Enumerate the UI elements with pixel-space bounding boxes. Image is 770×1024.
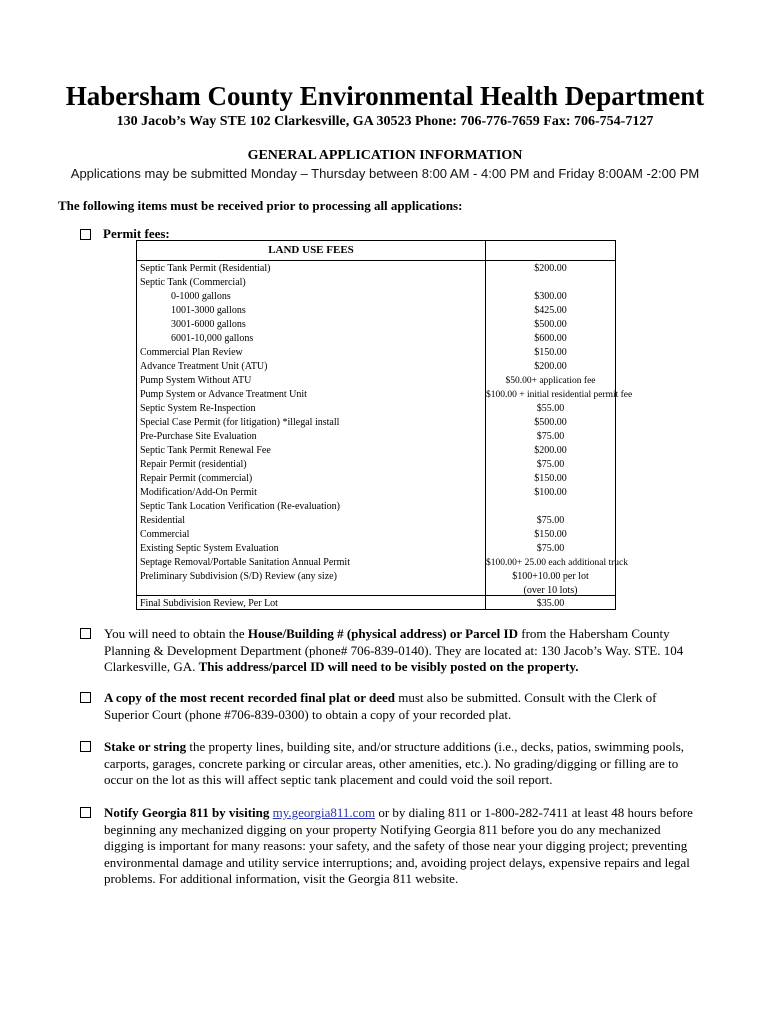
fee-item-label: Existing Septic System Evaluation bbox=[140, 543, 279, 554]
fee-table-row bbox=[137, 346, 615, 360]
permit-fees-label: Permit fees: bbox=[103, 226, 170, 241]
fee-item-amount: $150.00 bbox=[534, 473, 567, 484]
fee-item-label: Septic Tank Permit Renewal Fee bbox=[140, 445, 271, 456]
fee-table-row bbox=[137, 542, 615, 556]
fee-item-amount: $100.00 bbox=[534, 487, 567, 498]
address-requirement-item bbox=[80, 626, 700, 676]
fee-item-amount: $55.00 bbox=[536, 403, 565, 414]
fee-item-amount: $200.00 bbox=[534, 445, 567, 456]
fee-item-amount: $500.00 bbox=[534, 319, 567, 330]
fee-table-row bbox=[137, 332, 615, 346]
fee-item-label: Pump System Without ATU bbox=[140, 375, 252, 386]
fee-table-row bbox=[137, 276, 615, 290]
fee-item-amount: $75.00 bbox=[536, 515, 565, 526]
fee-item-label: Repair Permit (commercial) bbox=[140, 473, 253, 484]
fee-item-amount: $100.00 + initial residential permit fee bbox=[486, 390, 633, 400]
fee-item-label: Advance Treatment Unit (ATU) bbox=[140, 361, 268, 372]
fee-item-label: Final Subdivision Review, Per Lot bbox=[140, 598, 278, 609]
fee-item-label: Preliminary Subdivision (S/D) Review (any size) bbox=[140, 571, 337, 582]
fee-item-label: 0-1000 gallons bbox=[171, 291, 231, 302]
fee-item-label: Septic System Re-Inspection bbox=[140, 403, 256, 414]
land-use-fees-table bbox=[136, 240, 633, 610]
submission-hours: Applications may be submitted Monday – Thursday between 8:00 AM - 4:00 PM and Friday 8:00AM -2:00 PM bbox=[70, 166, 700, 181]
fee-table-row bbox=[137, 430, 615, 444]
georgia811-requirement-text: Notify Georgia 811 by visiting my.georgia811.com or by dialing 811 or 1-800-282-7411 at least 48 hours before beginning any mechanized digging on your property Notifying Georgia 811 before you do any mechanized digging is important for many reasons: your safety, and the safety of those near your digging project; preventing environmental damage and utility service interruptions; and, avoiding project delays, expensive repairs and legal problems. For additional information, visit the Georgia 811 website. bbox=[104, 805, 693, 886]
address-requirement-text: You will need to obtain the House/Building # (physical address) or Parcel ID from the Habersham County Planning & Development Department (phone# 706-839-0140). They are located at: 130 Jacob’s Way. STE. 104 Clarkesville, GA. This address/parcel ID will need to be visibly posted on the property. bbox=[104, 626, 684, 674]
page-title: Habersham County Environmental Health Department bbox=[65, 81, 705, 111]
stake-requirement-item bbox=[80, 739, 700, 789]
fee-table-row bbox=[137, 556, 629, 570]
georgia811-requirement-item bbox=[80, 805, 700, 888]
table-header-divider bbox=[137, 260, 615, 261]
fee-item-amount: (over 10 lots) bbox=[523, 585, 578, 596]
stake-requirement-text: Stake or string the property lines, building site, and/or structure additions (i.e., decks, patios, swimming pools, carports, garages, concrete parking or circular areas, other amenities, etc.). No grading/digging or filling are to occur on the lot as this will affect septic tank placement and could void the soil report. bbox=[104, 739, 685, 787]
fee-table-row bbox=[137, 528, 615, 542]
fee-table-row bbox=[137, 584, 615, 598]
fee-table-row bbox=[137, 458, 615, 472]
fee-item-amount: $75.00 bbox=[536, 543, 565, 554]
fee-item-amount: $200.00 bbox=[534, 263, 567, 274]
fee-table-row bbox=[137, 374, 615, 388]
plat-requirement-text: A copy of the most recent recorded final plat or deed must also be submitted. Consult with the Clerk of Superior Court (phone #706-839-0300) to obtain a copy of your recorded plat. bbox=[104, 690, 657, 722]
fee-item-label: Septic Tank (Commercial) bbox=[140, 277, 246, 288]
fee-table-row bbox=[137, 290, 615, 304]
fee-item-label: Commercial bbox=[140, 529, 190, 540]
fee-item-label: 6001-10,000 gallons bbox=[171, 333, 254, 344]
fee-item-amount: $425.00 bbox=[534, 305, 567, 316]
fee-item-label: Septage Removal/Portable Sanitation Annual Permit bbox=[140, 557, 350, 568]
table-header: LAND USE FEES bbox=[268, 244, 354, 256]
fee-item-amount: $150.00 bbox=[534, 347, 567, 358]
fee-item-amount: $300.00 bbox=[534, 291, 567, 302]
fee-table-row bbox=[137, 472, 615, 486]
fee-item-amount: $500.00 bbox=[534, 417, 567, 428]
stake-checkbox[interactable] bbox=[80, 741, 91, 752]
georgia811-checkbox[interactable] bbox=[80, 807, 91, 818]
fee-item-amount: $100+10.00 per lot bbox=[512, 571, 589, 582]
georgia811-link[interactable]: my.georgia811.com bbox=[272, 805, 376, 820]
fee-table-row bbox=[137, 444, 615, 458]
fee-table-row bbox=[137, 514, 615, 528]
fee-item-label: Commercial Plan Review bbox=[140, 347, 243, 358]
fee-table-row bbox=[137, 416, 615, 430]
fee-item-label: Septic Tank Location Verification (Re-evaluation) bbox=[140, 501, 340, 512]
fee-table-row bbox=[137, 500, 615, 514]
fee-item-amount: $200.00 bbox=[534, 361, 567, 372]
permit-fees-checkbox[interactable] bbox=[80, 229, 91, 240]
fee-item-label: Repair Permit (residential) bbox=[140, 459, 247, 470]
plat-checkbox[interactable] bbox=[80, 692, 91, 703]
fee-item-label: 1001-3000 gallons bbox=[171, 305, 246, 316]
fee-table-row bbox=[137, 304, 615, 318]
fee-item-label: Septic Tank Permit (Residential) bbox=[140, 263, 271, 274]
fee-table-row bbox=[137, 262, 615, 276]
fee-table-row bbox=[137, 402, 615, 416]
department-address: 130 Jacob’s Way STE 102 Clarkesville, GA 30523 Phone: 706-776-7659 Fax: 706-754-7127 bbox=[116, 114, 654, 129]
fee-table-row bbox=[137, 597, 615, 611]
fee-item-amount: $50.00+ application fee bbox=[505, 376, 596, 386]
fee-table-row bbox=[137, 318, 615, 332]
fee-item-amount: $600.00 bbox=[534, 333, 567, 344]
fee-item-label: 3001-6000 gallons bbox=[171, 319, 246, 330]
required-items-heading: The following items must be received prior to processing all applications: bbox=[58, 198, 463, 213]
general-info-heading: GENERAL APPLICATION INFORMATION bbox=[247, 148, 523, 163]
fee-table-row bbox=[137, 360, 615, 374]
fee-item-amount: $150.00 bbox=[534, 529, 567, 540]
fee-table-row bbox=[137, 570, 615, 584]
plat-requirement-item bbox=[80, 690, 700, 723]
fee-item-label: Pre-Purchase Site Evaluation bbox=[140, 431, 257, 442]
fee-item-label: Residential bbox=[140, 515, 185, 526]
fee-item-label: Modification/Add-On Permit bbox=[140, 487, 257, 498]
address-checkbox[interactable] bbox=[80, 628, 91, 639]
fee-table-row bbox=[137, 388, 633, 402]
fee-item-amount: $35.00 bbox=[536, 598, 565, 609]
fee-item-amount: $75.00 bbox=[536, 431, 565, 442]
fee-item-label: Pump System or Advance Treatment Unit bbox=[140, 389, 307, 400]
fee-item-amount: $75.00 bbox=[536, 459, 565, 470]
fee-table-row bbox=[137, 486, 615, 500]
fee-item-label: Special Case Permit (for litigation) *illegal install bbox=[140, 417, 340, 428]
fee-item-amount: $100.00+ 25.00 each additional truck bbox=[486, 558, 629, 568]
